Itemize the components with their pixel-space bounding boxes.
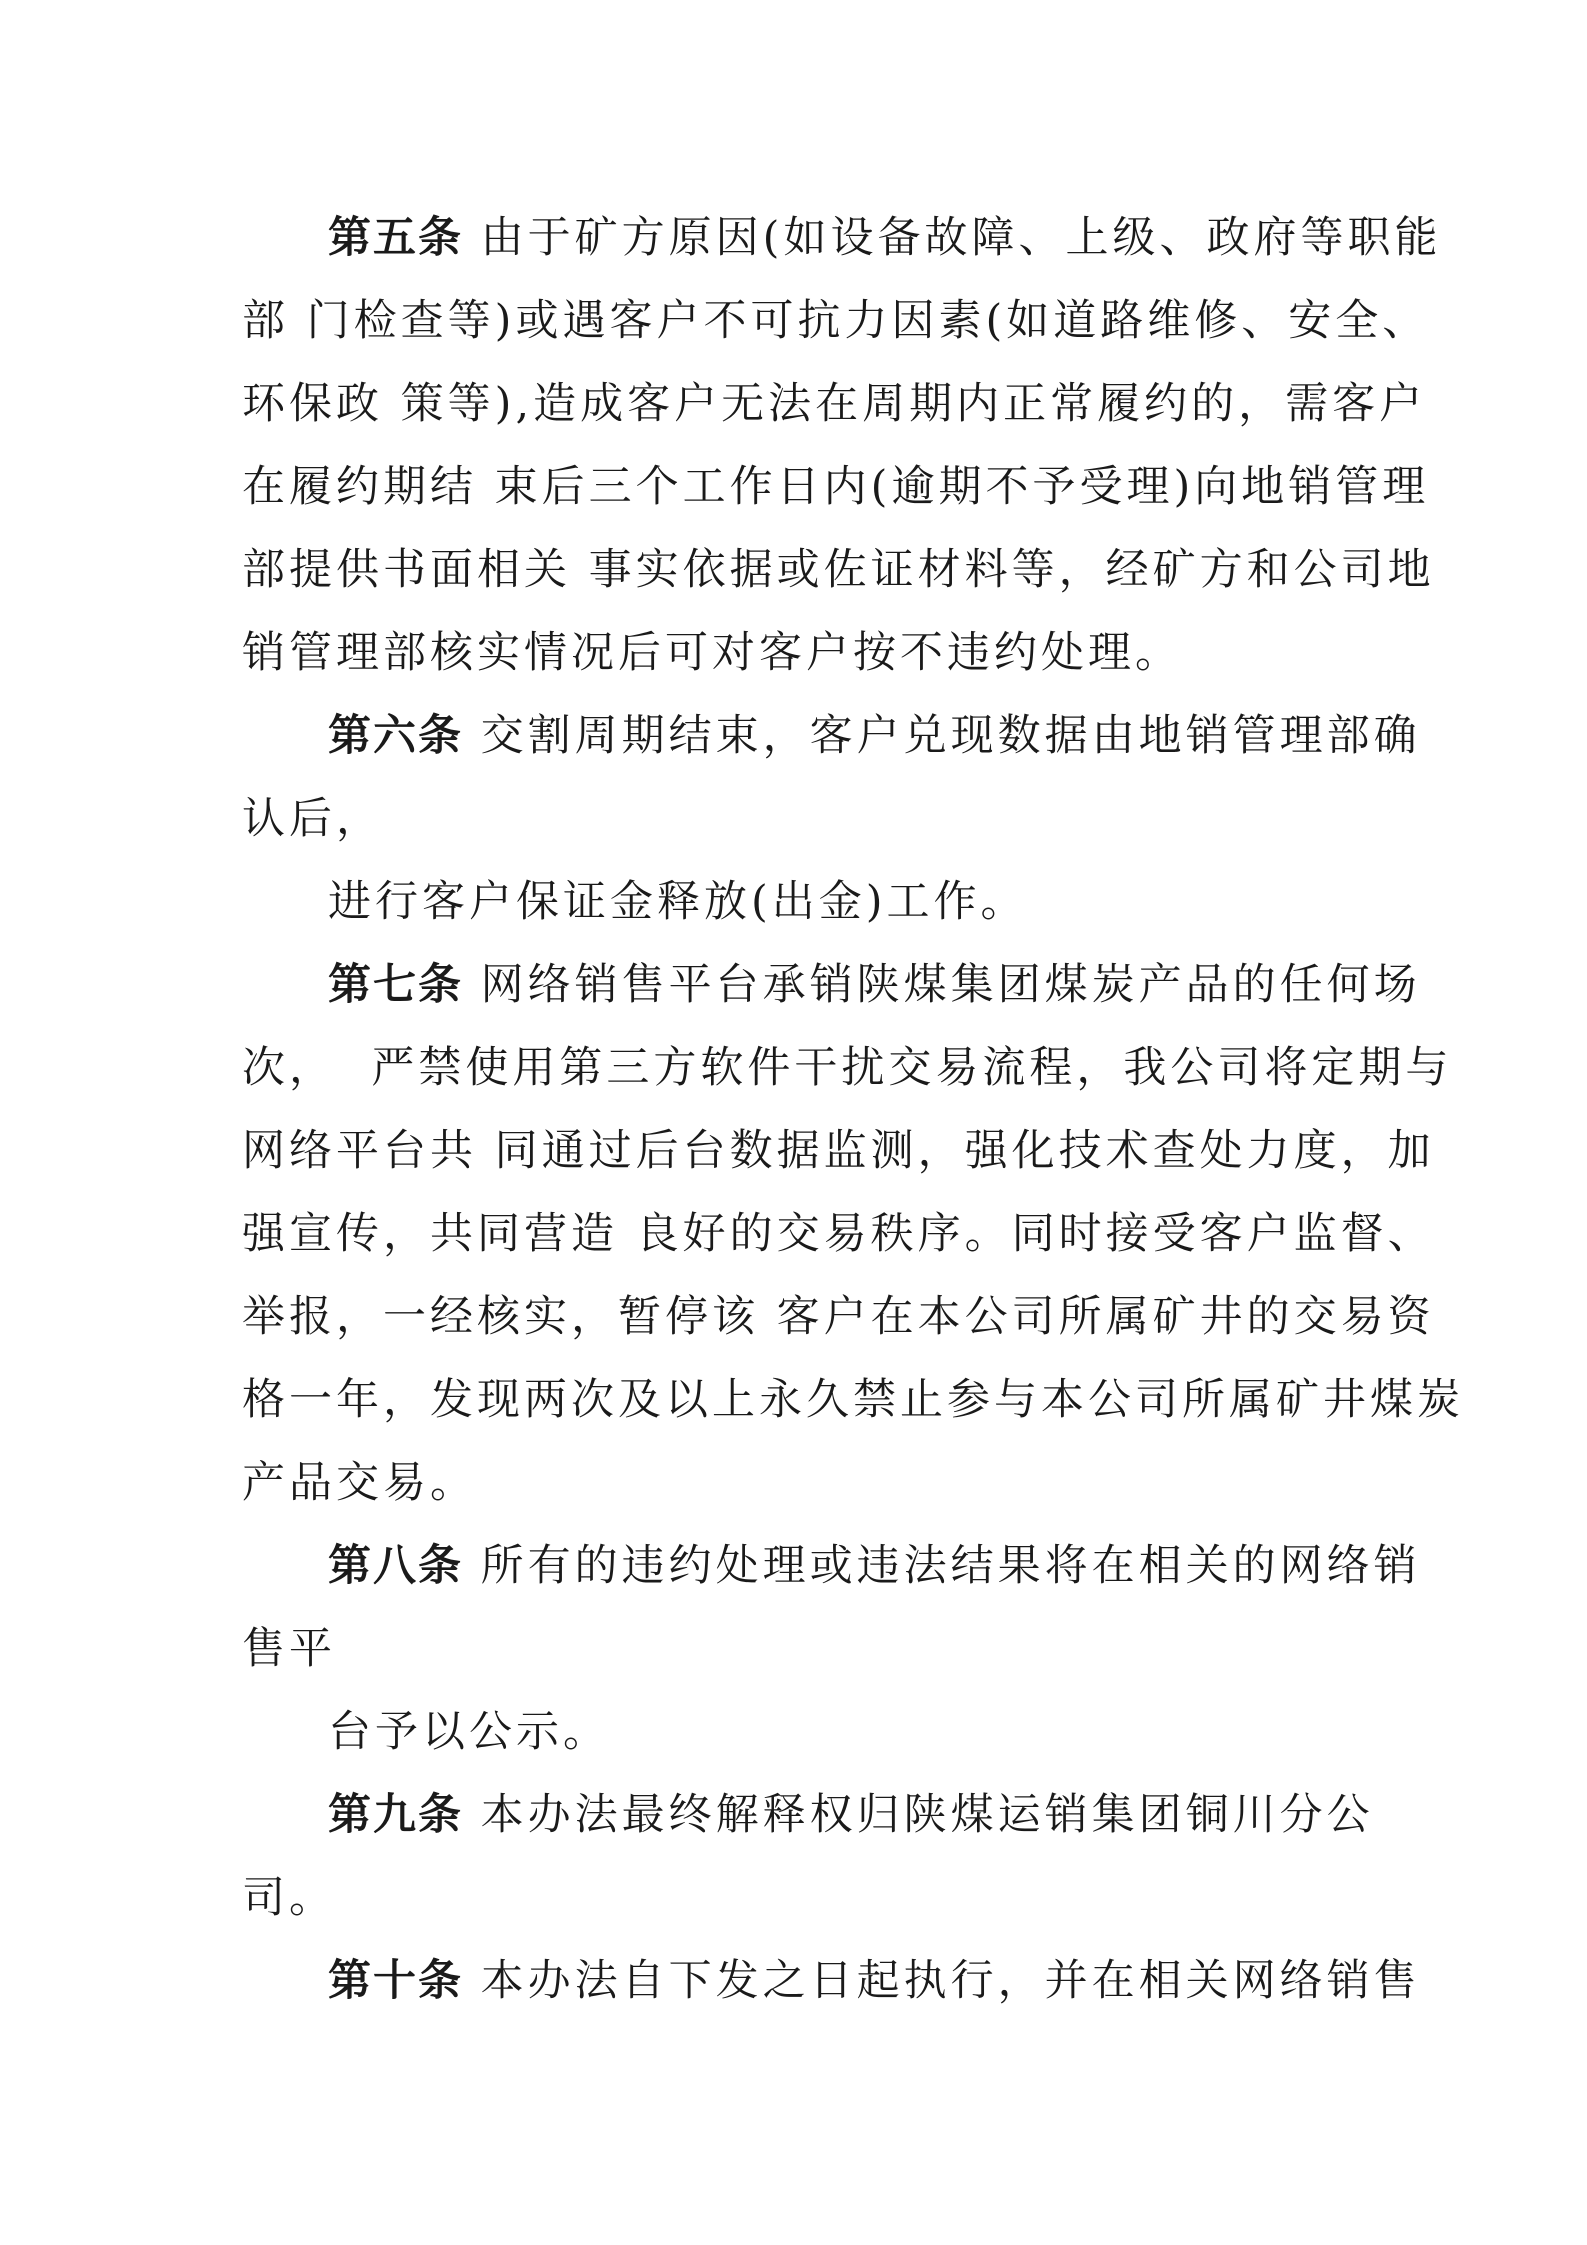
- article-7-line-2: 次， 严禁使用第三方软件干扰交易流程，我公司将定期与: [242, 1043, 1453, 1093]
- article-10-text-1: 本办法自下发之日起执行，并在相关网络销售: [463, 1956, 1421, 2006]
- article-7-heading: 第七条: [328, 960, 463, 1010]
- article-5-heading: 第五条: [328, 213, 463, 263]
- article-8-line-2: 售平: [242, 1624, 336, 1674]
- article-5-line-2: 部 门检查等)或遇客户不可抗力因素(如道路维修、安全、: [242, 296, 1430, 346]
- article-10-line-1: [328, 1951, 1448, 2011]
- article-7-line-3: 网络平台共 同通过后台数据监测，强化技术查处力度，加: [242, 1126, 1435, 1176]
- article-5-line-4: 在履约期结 束后三个工作日内(逾期不予受理)向地销管理: [242, 462, 1430, 512]
- article-7-line-1: [328, 955, 1448, 1015]
- article-7-line-5: 举报，一经核实，暂停该 客户在本公司所属矿井的交易资: [242, 1292, 1435, 1342]
- article-8-line-1: [328, 1536, 1448, 1596]
- article-7-text-1: 网络销售平台承销陕煤集团煤炭产品的任何场: [463, 960, 1421, 1010]
- article-10-heading: 第十条: [328, 1956, 463, 2006]
- article-5-line-6: 销管理部核实情况后可对客户按不违约处理。: [242, 628, 1182, 678]
- article-9-line-1: [328, 1785, 1448, 1845]
- article-7-line-4: 强宣传，共同营造 良好的交易秩序。同时接受客户监督、: [242, 1209, 1435, 1259]
- article-7-line-7: 产品交易。: [242, 1458, 477, 1508]
- article-5-line-3: 环保政 策等),造成客户无法在周期内正常履约的，需客户: [242, 379, 1427, 429]
- article-8-heading: 第八条: [328, 1541, 463, 1591]
- article-9-line-2: 司。: [242, 1873, 336, 1923]
- article-8-line-3: 台予以公示。: [328, 1707, 610, 1757]
- article-5-text-1: 由于矿方原因(如设备故障、上级、政府等职能: [463, 213, 1442, 263]
- article-5-line-1: [328, 208, 1448, 268]
- article-6-line-2: 认后，: [242, 794, 383, 844]
- article-9-heading: 第九条: [328, 1790, 463, 1840]
- article-6-line-1: [328, 706, 1448, 766]
- article-7-line-6: 格一年，发现两次及以上永久禁止参与本公司所属矿井煤炭: [242, 1375, 1464, 1425]
- article-8-text-1: 所有的违约处理或违法结果将在相关的网络销: [463, 1541, 1421, 1591]
- article-6-heading: 第六条: [328, 711, 463, 761]
- article-9-text-1: 本办法最终解释权归陕煤运销集团铜川分公: [463, 1790, 1374, 1840]
- article-6-text-1: 交割周期结束，客户兑现数据由地销管理部确: [463, 711, 1421, 761]
- article-5-line-5: 部提供书面相关 事实依据或佐证材料等，经矿方和公司地: [242, 545, 1435, 595]
- article-6-line-3: 进行客户保证金释放(出金)工作。: [328, 877, 1028, 927]
